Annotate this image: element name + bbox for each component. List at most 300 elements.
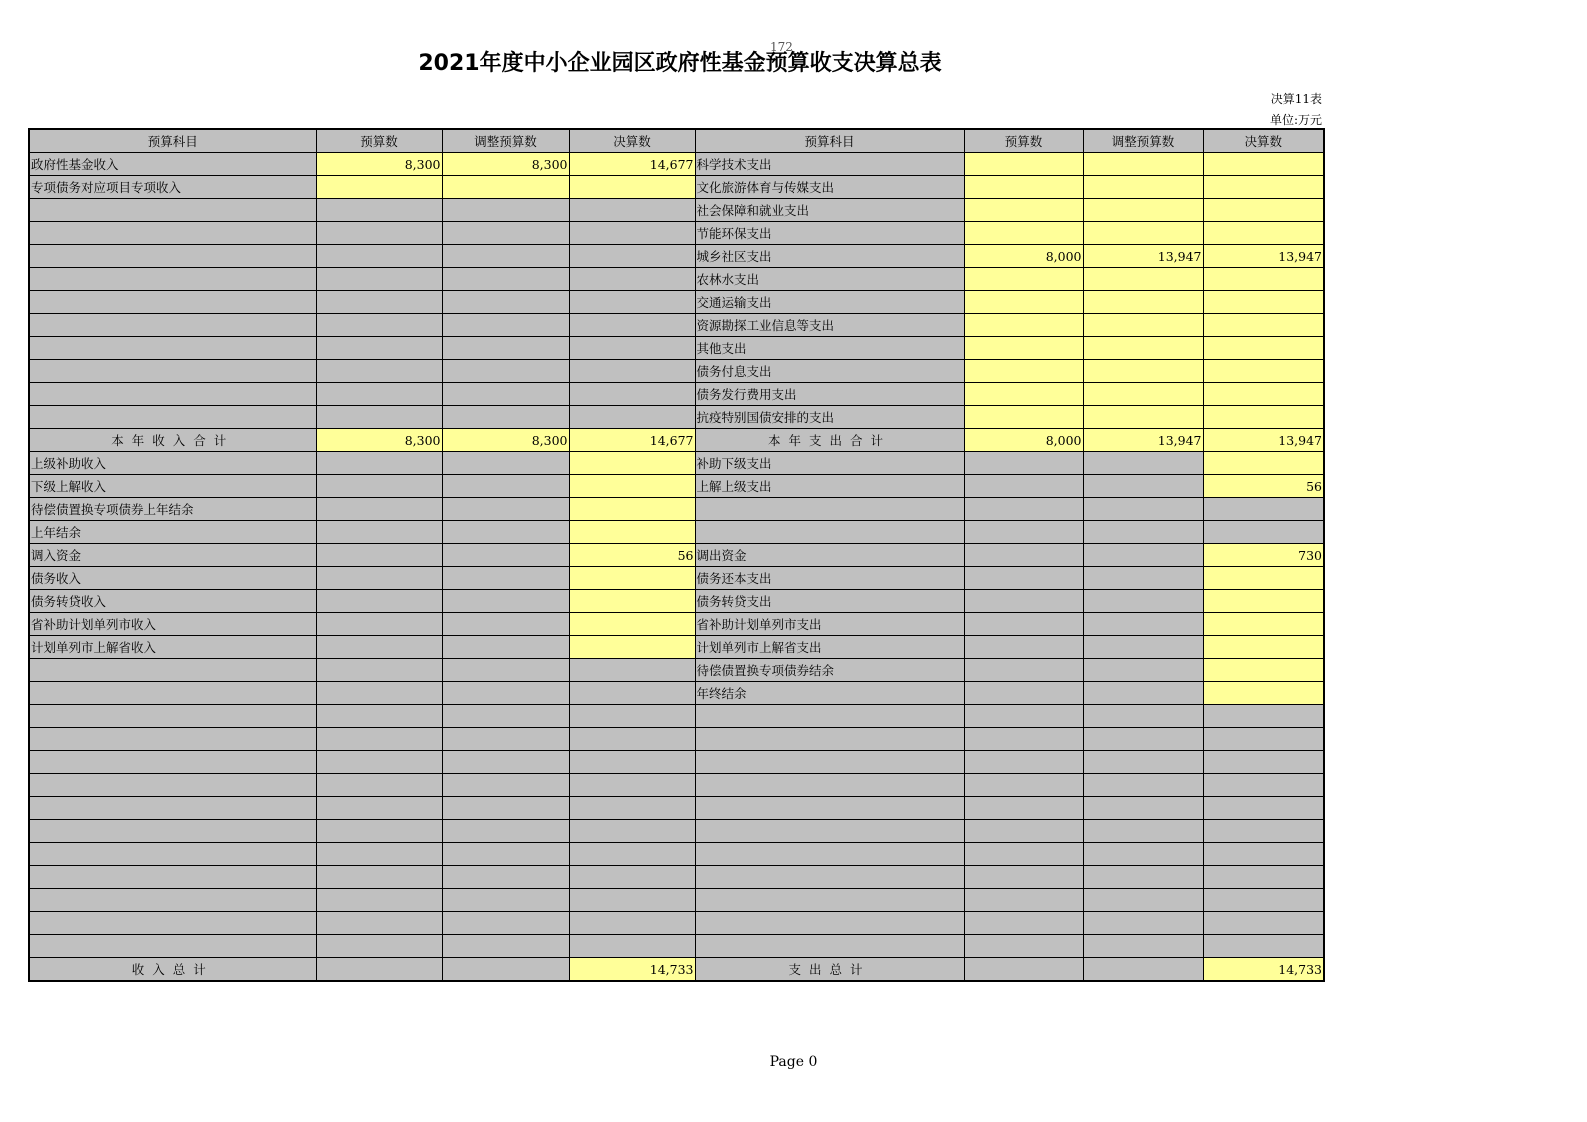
cell-left-final: [569, 751, 695, 774]
cell-left-adjusted: [442, 636, 569, 659]
cell-right-budget: [964, 153, 1083, 176]
cell-right-final: [1203, 498, 1324, 521]
cell-right-subject: 省补助计划单列市支出: [695, 613, 964, 636]
table-row: [29, 659, 1324, 682]
cell-right-budget: [964, 659, 1083, 682]
cell-left-final: [569, 774, 695, 797]
cell-right-adjusted: [1083, 521, 1203, 544]
cell-right-adjusted: [1083, 544, 1203, 567]
cell-left-adjusted: [442, 291, 569, 314]
cell-left-subject: [29, 705, 316, 728]
cell-left-subject: [29, 360, 316, 383]
cell-left-budget: [316, 774, 442, 797]
cell-right-final: [1203, 797, 1324, 820]
cell-left-budget: [316, 268, 442, 291]
cell-left-subject: 下级上解收入: [29, 475, 316, 498]
cell-left-adjusted: [442, 406, 569, 429]
cell-right-adjusted: [1083, 705, 1203, 728]
table-row: [29, 682, 1324, 705]
table-row: [29, 337, 1324, 360]
cell-right-subject: 资源勘探工业信息等支出: [695, 314, 964, 337]
table-row: [29, 797, 1324, 820]
cell-left-final: [569, 636, 695, 659]
cell-right-subject: 债务发行费用支出: [695, 383, 964, 406]
cell-right-subject: [695, 843, 964, 866]
cell-right-budget: [964, 360, 1083, 383]
cell-right-subject: 债务还本支出: [695, 567, 964, 590]
cell-right-subject: 补助下级支出: [695, 452, 964, 475]
cell-right-adjusted: [1083, 383, 1203, 406]
cell-right-budget: [964, 199, 1083, 222]
cell-right-budget: [964, 452, 1083, 475]
cell-left-budget: [316, 889, 442, 912]
cell-left-budget: [316, 291, 442, 314]
cell-right-final: [1203, 590, 1324, 613]
cell-left-budget: [316, 314, 442, 337]
table-row: [29, 843, 1324, 866]
cell-left-subject: 上级补助收入: [29, 452, 316, 475]
cell-left-adjusted: [442, 958, 569, 982]
cell-left-budget: [316, 912, 442, 935]
cell-left-adjusted: [442, 567, 569, 590]
table-row: [29, 728, 1324, 751]
cell-right-subject: [695, 935, 964, 958]
cell-left-final: [569, 360, 695, 383]
cell-left-budget: [316, 245, 442, 268]
cell-right-adjusted: [1083, 958, 1203, 982]
cell-left-budget: [316, 199, 442, 222]
cell-right-budget: [964, 820, 1083, 843]
cell-right-budget: [964, 337, 1083, 360]
cell-right-final: 13,947: [1203, 245, 1324, 268]
cell-left-subject: 政府性基金收入: [29, 153, 316, 176]
table-row: [29, 912, 1324, 935]
cell-left-final: [569, 475, 695, 498]
cell-right-budget: [964, 889, 1083, 912]
cell-right-final: [1203, 774, 1324, 797]
cell-left-subject: [29, 682, 316, 705]
table-row: [29, 567, 1324, 590]
cell-left-subject: 省补助计划单列市收入: [29, 613, 316, 636]
cell-left-adjusted: [442, 314, 569, 337]
cell-right-adjusted: [1083, 360, 1203, 383]
cell-right-final: [1203, 521, 1324, 544]
cell-right-adjusted: 13,947: [1083, 245, 1203, 268]
table-row: [29, 774, 1324, 797]
cell-left-budget: [316, 567, 442, 590]
cell-right-subject: [695, 889, 964, 912]
cell-right-final: [1203, 406, 1324, 429]
cell-right-final: [1203, 268, 1324, 291]
cell-right-budget: [964, 751, 1083, 774]
cell-left-subject: [29, 935, 316, 958]
cell-left-subject: [29, 774, 316, 797]
cell-right-subject: 城乡社区支出: [695, 245, 964, 268]
cell-left-budget: [316, 222, 442, 245]
cell-left-subject: [29, 337, 316, 360]
cell-right-final: [1203, 176, 1324, 199]
cell-right-subject: 其他支出: [695, 337, 964, 360]
cell-left-final: [569, 912, 695, 935]
table-row: [29, 636, 1324, 659]
cell-left-subject: [29, 291, 316, 314]
table-row: [29, 452, 1324, 475]
cell-left-final: [569, 406, 695, 429]
cell-left-budget: [316, 935, 442, 958]
header-right-adjusted: 调整预算数: [1083, 129, 1203, 153]
cell-left-adjusted: [442, 268, 569, 291]
cell-left-subject: 专项债务对应项目专项收入: [29, 176, 316, 199]
cell-left-adjusted: [442, 728, 569, 751]
header-left-adjusted: 调整预算数: [442, 129, 569, 153]
table-row: [29, 176, 1324, 199]
cell-left-final: [569, 337, 695, 360]
cell-right-subject: 年终结余: [695, 682, 964, 705]
cell-left-adjusted: [442, 337, 569, 360]
cell-right-budget: [964, 866, 1083, 889]
cell-right-final: [1203, 682, 1324, 705]
cell-left-adjusted: [442, 475, 569, 498]
cell-right-adjusted: 13,947: [1083, 429, 1203, 452]
cell-left-final: [569, 498, 695, 521]
cell-left-budget: [316, 337, 442, 360]
cell-left-subject: [29, 383, 316, 406]
cell-left-subject: 计划单列市上解省收入: [29, 636, 316, 659]
cell-right-final: [1203, 613, 1324, 636]
table-row: [29, 590, 1324, 613]
cell-left-adjusted: [442, 452, 569, 475]
cell-left-final: [569, 820, 695, 843]
cell-right-budget: [964, 521, 1083, 544]
cell-left-subject: [29, 728, 316, 751]
cell-right-budget: [964, 314, 1083, 337]
cell-right-final: [1203, 199, 1324, 222]
cell-right-adjusted: [1083, 797, 1203, 820]
cell-right-subject: [695, 774, 964, 797]
cell-right-adjusted: [1083, 774, 1203, 797]
header-left-budget: 预算数: [316, 129, 442, 153]
cell-right-adjusted: [1083, 222, 1203, 245]
cell-right-subject: [695, 728, 964, 751]
cell-right-adjusted: [1083, 820, 1203, 843]
cell-left-budget: [316, 383, 442, 406]
cell-right-final: [1203, 222, 1324, 245]
cell-left-budget: [316, 498, 442, 521]
cell-right-budget: [964, 797, 1083, 820]
table-row: [29, 429, 1324, 452]
unit-label: 单位:万元: [1269, 113, 1322, 127]
cell-right-adjusted: [1083, 153, 1203, 176]
cell-left-adjusted: [442, 245, 569, 268]
cell-right-final: [1203, 866, 1324, 889]
cell-right-adjusted: [1083, 590, 1203, 613]
cell-left-budget: [316, 176, 442, 199]
table-row: [29, 498, 1324, 521]
cell-left-subject: 本年收入合计: [29, 429, 316, 452]
cell-right-final: [1203, 843, 1324, 866]
cell-right-final: [1203, 912, 1324, 935]
header-right-budget: 预算数: [964, 129, 1083, 153]
cell-left-budget: [316, 682, 442, 705]
cell-left-subject: [29, 222, 316, 245]
cell-left-budget: [316, 843, 442, 866]
table-row: [29, 751, 1324, 774]
cell-left-subject: [29, 245, 316, 268]
cell-right-subject: 本年支出合计: [695, 429, 964, 452]
cell-left-adjusted: [442, 498, 569, 521]
cell-right-subject: [695, 866, 964, 889]
cell-right-budget: [964, 935, 1083, 958]
cell-left-final: [569, 613, 695, 636]
cell-left-adjusted: [442, 751, 569, 774]
cell-right-adjusted: [1083, 337, 1203, 360]
cell-right-subject: 文化旅游体育与传媒支出: [695, 176, 964, 199]
cell-left-subject: [29, 314, 316, 337]
cell-right-budget: [964, 728, 1083, 751]
header-left-final: 决算数: [569, 129, 695, 153]
cell-right-adjusted: [1083, 912, 1203, 935]
cell-left-subject: [29, 820, 316, 843]
cell-right-budget: [964, 613, 1083, 636]
cell-left-budget: 8,300: [316, 153, 442, 176]
cell-right-final: [1203, 567, 1324, 590]
cell-right-subject: 上解上级支出: [695, 475, 964, 498]
table-row: [29, 958, 1324, 982]
cell-right-budget: [964, 406, 1083, 429]
cell-right-final: 730: [1203, 544, 1324, 567]
cell-right-subject: [695, 705, 964, 728]
cell-right-adjusted: [1083, 406, 1203, 429]
cell-left-subject: 收入总计: [29, 958, 316, 982]
cell-right-subject: 待偿债置换专项债券结余: [695, 659, 964, 682]
cell-right-subject: 计划单列市上解省支出: [695, 636, 964, 659]
cell-right-subject: 债务付息支出: [695, 360, 964, 383]
cell-right-final: [1203, 889, 1324, 912]
cell-right-subject: 社会保障和就业支出: [695, 199, 964, 222]
cell-left-adjusted: [442, 797, 569, 820]
table-row: [29, 314, 1324, 337]
cell-right-budget: [964, 498, 1083, 521]
cell-right-subject: [695, 820, 964, 843]
cell-right-final: [1203, 751, 1324, 774]
cell-right-adjusted: [1083, 613, 1203, 636]
cell-right-final: [1203, 383, 1324, 406]
cell-left-final: [569, 268, 695, 291]
cell-right-adjusted: [1083, 843, 1203, 866]
cell-right-adjusted: [1083, 935, 1203, 958]
cell-right-final: [1203, 659, 1324, 682]
cell-left-final: [569, 567, 695, 590]
cell-left-final: [569, 222, 695, 245]
cell-right-subject: 科学技术支出: [695, 153, 964, 176]
cell-left-subject: [29, 912, 316, 935]
cell-left-final: [569, 659, 695, 682]
cell-left-budget: 8,300: [316, 429, 442, 452]
cell-right-adjusted: [1083, 682, 1203, 705]
cell-right-adjusted: [1083, 728, 1203, 751]
cell-left-budget: [316, 958, 442, 982]
cell-left-adjusted: [442, 705, 569, 728]
cell-right-adjusted: [1083, 659, 1203, 682]
cell-right-adjusted: [1083, 314, 1203, 337]
cell-left-subject: 待偿债置换专项债券上年结余: [29, 498, 316, 521]
cell-right-adjusted: [1083, 291, 1203, 314]
cell-right-subject: [695, 751, 964, 774]
cell-left-final: [569, 314, 695, 337]
cell-right-subject: 交通运输支出: [695, 291, 964, 314]
cell-left-budget: [316, 820, 442, 843]
cell-right-final: [1203, 820, 1324, 843]
cell-right-adjusted: [1083, 199, 1203, 222]
page-marker: 172: [770, 40, 793, 54]
cell-right-adjusted: [1083, 498, 1203, 521]
cell-left-final: [569, 383, 695, 406]
cell-left-subject: 债务转贷收入: [29, 590, 316, 613]
cell-left-adjusted: [442, 843, 569, 866]
cell-right-final: [1203, 705, 1324, 728]
cell-left-subject: 上年结余: [29, 521, 316, 544]
cell-left-adjusted: [442, 774, 569, 797]
table-row: [29, 935, 1324, 958]
cell-left-adjusted: [442, 222, 569, 245]
cell-left-budget: [316, 866, 442, 889]
cell-right-subject: [695, 498, 964, 521]
cell-left-subject: [29, 268, 316, 291]
cell-left-subject: [29, 406, 316, 429]
header-right-final: 决算数: [1203, 129, 1324, 153]
cell-left-final: [569, 245, 695, 268]
cell-right-final: 13,947: [1203, 429, 1324, 452]
page-footer: Page 0: [769, 1054, 818, 1070]
cell-left-final: [569, 797, 695, 820]
cell-left-budget: [316, 659, 442, 682]
cell-right-budget: [964, 176, 1083, 199]
cell-right-subject: 债务转贷支出: [695, 590, 964, 613]
cell-right-adjusted: [1083, 268, 1203, 291]
cell-left-final: [569, 728, 695, 751]
table-row: [29, 222, 1324, 245]
cell-right-subject: 农林水支出: [695, 268, 964, 291]
cell-right-budget: 8,000: [964, 245, 1083, 268]
cell-right-adjusted: [1083, 176, 1203, 199]
table-row: [29, 245, 1324, 268]
cell-right-budget: [964, 774, 1083, 797]
cell-right-adjusted: [1083, 889, 1203, 912]
table-row: [29, 268, 1324, 291]
cell-right-adjusted: [1083, 567, 1203, 590]
header-row: [29, 129, 1324, 153]
cell-left-budget: [316, 360, 442, 383]
cell-left-subject: [29, 866, 316, 889]
cell-right-final: [1203, 935, 1324, 958]
cell-left-final: [569, 590, 695, 613]
cell-right-final: [1203, 337, 1324, 360]
table-row: [29, 360, 1324, 383]
cell-left-subject: 调入资金: [29, 544, 316, 567]
cell-left-adjusted: 8,300: [442, 429, 569, 452]
cell-left-final: [569, 682, 695, 705]
cell-left-adjusted: [442, 199, 569, 222]
cell-left-final: [569, 452, 695, 475]
cell-left-final: [569, 843, 695, 866]
cell-left-budget: [316, 590, 442, 613]
page-title: 2021年度中小企业园区政府性基金预算收支决算总表: [418, 51, 942, 76]
cell-left-adjusted: [442, 521, 569, 544]
cell-right-final: [1203, 452, 1324, 475]
table-code: 决算11表: [1270, 92, 1322, 106]
cell-right-final: [1203, 291, 1324, 314]
cell-left-adjusted: [442, 544, 569, 567]
cell-left-budget: [316, 544, 442, 567]
budget-table: [28, 128, 1325, 982]
cell-left-budget: [316, 452, 442, 475]
cell-left-budget: [316, 636, 442, 659]
cell-left-budget: [316, 751, 442, 774]
cell-left-subject: [29, 797, 316, 820]
cell-right-final: [1203, 636, 1324, 659]
cell-right-budget: [964, 590, 1083, 613]
cell-left-final: 14,677: [569, 153, 695, 176]
cell-left-final: 14,677: [569, 429, 695, 452]
cell-right-final: 56: [1203, 475, 1324, 498]
cell-right-subject: 调出资金: [695, 544, 964, 567]
cell-right-budget: [964, 912, 1083, 935]
cell-left-adjusted: [442, 176, 569, 199]
cell-right-subject: [695, 521, 964, 544]
cell-left-final: 56: [569, 544, 695, 567]
cell-left-budget: [316, 406, 442, 429]
table-row: [29, 866, 1324, 889]
cell-left-budget: [316, 705, 442, 728]
header-right-subject: 预算科目: [695, 129, 964, 153]
cell-right-budget: [964, 843, 1083, 866]
header-left-subject: 预算科目: [29, 129, 316, 153]
table-row: [29, 383, 1324, 406]
cell-right-budget: [964, 291, 1083, 314]
cell-left-adjusted: [442, 360, 569, 383]
cell-right-final: 14,733: [1203, 958, 1324, 982]
cell-left-final: 14,733: [569, 958, 695, 982]
cell-left-adjusted: [442, 866, 569, 889]
cell-right-final: [1203, 728, 1324, 751]
table-row: [29, 705, 1324, 728]
cell-right-budget: [964, 682, 1083, 705]
cell-left-adjusted: [442, 820, 569, 843]
table-row: [29, 199, 1324, 222]
cell-left-adjusted: [442, 613, 569, 636]
cell-right-final: [1203, 360, 1324, 383]
cell-left-final: [569, 889, 695, 912]
cell-right-budget: [964, 636, 1083, 659]
cell-left-budget: [316, 521, 442, 544]
cell-left-adjusted: [442, 383, 569, 406]
cell-right-subject: 抗疫特别国债安排的支出: [695, 406, 964, 429]
cell-right-budget: [964, 705, 1083, 728]
cell-left-final: [569, 176, 695, 199]
table-row: [29, 820, 1324, 843]
cell-left-budget: [316, 475, 442, 498]
cell-left-budget: [316, 797, 442, 820]
table-row: [29, 521, 1324, 544]
cell-left-final: [569, 705, 695, 728]
cell-right-final: [1203, 153, 1324, 176]
cell-right-subject: 支出总计: [695, 958, 964, 982]
cell-left-adjusted: [442, 682, 569, 705]
cell-left-final: [569, 291, 695, 314]
cell-right-budget: [964, 268, 1083, 291]
cell-left-subject: 债务收入: [29, 567, 316, 590]
cell-right-subject: [695, 797, 964, 820]
